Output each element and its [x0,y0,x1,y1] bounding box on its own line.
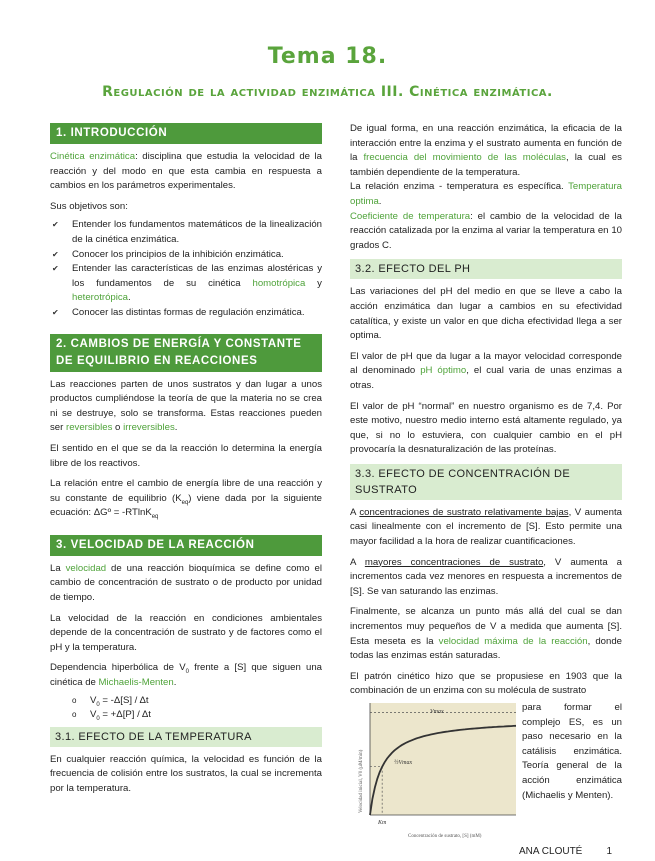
text-run: , V aumenta casi linealmente con el incremento de [S]. Esto permite una mayor facilidad a la hora de realizar cuantificaciones. [350,506,622,548]
text-run: El patrón cinético hizo que se propusiese en 1903 que la combinación de un enzima con su molécula de sustrato [350,670,622,697]
paragraph [350,210,622,254]
text-run: , el cual varia de unas enzimas a otras. [350,365,623,391]
text-run: para formar el complejo ES, es un paso necesario en la catálisis enzimática. Teoría general de la acción enzimática (Michaelis y Menten). [522,702,622,801]
paragraph [50,753,322,797]
highlighted-term: Michaelis-Menten [98,677,174,689]
page-number: 1 [606,846,612,857]
highlighted-term: Temperatura optima [350,181,622,207]
text-run: V [90,709,97,721]
section-header-velocidad: 3. VELOCIDAD DE LA REACCIÓN [50,535,322,556]
paragraph [350,122,622,180]
text-run: El valor de pH “normal” en nuestro organismo es de 7,4. Por este motivo, nuestro medio interno está altamente regulado, ya que, si no lo estuviera, con cualquier cambio en el pH provocaría la desnaturalización de las proteínas. [350,400,622,456]
list-item [50,218,322,247]
paragraph [50,150,322,194]
vmax-label: Vmax [430,709,444,715]
text-run: Las variaciones del pH del medio en que se lleve a cabo la acción enzimática dan lugar a cambios en su efectividad catalítica, y existe un valor en que dicha efectividad llega a ser optima. [350,286,622,342]
text-run: , donde todas las enzimas están saturadas. [350,635,623,662]
subscript: 0 [185,669,189,676]
text-run: Finalmente, se alcanza un punto más allá del cual se dan incrementos muy pequeños de V a medida que aumenta [S]. Esta meseta es la [350,606,622,647]
paragraph [50,562,322,606]
paragraph [50,612,322,656]
subscript: 0 [96,701,100,708]
text-run: El valor de pH que da lugar a la mayor velocidad corresponde al denominado [350,350,622,377]
text-run: A [350,556,365,568]
highlighted-term: irreversibles [123,422,175,434]
graph-background [370,703,516,815]
formula-list [50,694,322,723]
text-run: De igual forma, en una reacción enzimática, la eficacia de la interacción entre la enzima y el sustrato aumenta en función de la [350,123,622,164]
text-run: La [50,562,66,574]
text-run: El sentido en el que se da la reacción lo determina la energía libre de los reactivos. [50,442,322,469]
half-vmax-label: ½Vmax [394,760,413,766]
subsection-header-sustrato: 3.3. EFECTO DE CONCENTRACIÓN DE SUSTRATO [350,464,622,500]
paragraph [50,200,322,215]
text-run: o [112,422,124,434]
formula [50,694,322,709]
text-run: Conocer las distintas formas de regulación enzimática. [72,306,305,318]
text-run: . [173,677,177,689]
paragraph [522,701,622,803]
right-column [350,122,622,861]
michaelis-menten-figure-block [350,701,622,843]
text-run: . [174,422,178,434]
paragraph [350,350,622,394]
footer-author: ANA CLOUTÉ [519,846,583,857]
text-run: . [378,195,382,207]
paragraph [50,442,322,471]
subsection-header-ph: 3.2. EFECTO DEL PH [350,259,622,279]
text-run: La relación entre el cambio de energía libre de una reacción y su constante de equilibrio (K [50,478,322,504]
highlighted-term: Cinética enzimática [50,151,136,162]
left-column [50,123,322,803]
paragraph [350,180,622,209]
text-run: V [90,694,97,706]
document-title: Tema 18. [267,44,388,69]
text-run: , la cual es también dependiente de la temperatura. [350,152,622,178]
text-run: En cualquier reacción química, la velocidad es función de la frecuencia de colisión entre los sustratos, la cual se incrementa por la temperatura. [50,753,322,794]
highlighted-term: velocidad máxima de la reacción [438,635,588,647]
highlighted-term: heterotrópica [72,292,128,304]
y-axis-label: Velocidad inicial, V0 (µM/min) [359,749,364,813]
text-run: = -Δ[S] / Δt [99,694,149,706]
list-item [50,262,322,306]
text-run: Conocer los principios de la inhibición enzimática. [72,248,284,260]
text-run: La velocidad de la reacción en condiciones ambientales depende de la concentración de sustrato y de factores como el pH y la temperatura. [50,612,322,653]
formula [50,708,322,723]
list-item [50,248,322,263]
text-run: Dependencia hiperbólica de V [50,662,186,674]
section-header-cambios-energia: 2. CAMBIOS DE ENERGÍA Y CONSTANTE DE EQUILIBRIO EN REACCIONES [50,334,322,372]
paragraph [350,400,622,458]
text-run: = +Δ[P] / Δt [99,709,151,721]
subscript: eq [181,499,189,506]
paragraph [50,378,322,436]
text-run: , V aumenta a incrementos cada vez menores en respuesta a incrementos de [S]. Se van saturando las enzimas. [350,556,622,597]
text-run: ) viene dada por la siguiente ecuación: ΔGº = -RTlnK [50,492,323,519]
text-run: y [305,277,322,289]
subsection-header-temperatura: 3.1. EFECTO DE LA TEMPERATURA [50,727,322,747]
highlighted-term: homotrópica [252,277,306,289]
highlighted-term: reversibles [66,422,113,434]
paragraph [350,556,622,600]
text-run: La relación enzima - temperatura es específica. [350,181,569,193]
paragraph [350,605,622,663]
michaelis-menten-graph [350,701,518,843]
x-axis-label: Concentración de sustrato, [S] (mM) [408,834,482,839]
text-run: Sus objetivos son: [50,200,128,212]
section-header-introduccion: 1. INTRODUCCIÓN [50,123,322,144]
text-run: Entender las características de las enzimas alostéricas y los fundamentos de su cinética [72,263,322,289]
list-item [50,306,322,321]
text-run: . [128,292,131,304]
text-run: Las reacciones parten de unos sustratos y dan lugar a unos productos cumpliéndose la teoría de que la materia no se crea ni se destruye, solo se transforma. Estas reacciones pueden ser [50,378,322,434]
highlighted-term: frecuencia del movimiento de las moléculas [363,152,566,164]
underlined-text: concentraciones de sustrato relativamente bajas [359,506,569,518]
text-run: Entender los fundamentos matemáticos de la linealización de la cinética enzimática. [72,219,322,245]
text-run: : el cambio de la velocidad de la reacción catalizada por la enzima al variar la temperatura en 10 grados C. [350,210,623,251]
paragraph [350,506,622,550]
highlighted-term: Coeficiente de temperatura [350,210,471,222]
highlighted-term: velocidad [65,562,107,574]
text-run: A [350,506,360,518]
subscript: 0 [96,716,100,723]
text-run: : disciplina que estudia la velocidad de la reacción y del modo en que esta cambia en respuesta a cambios en los parámetros experimentales. [50,151,323,192]
paragraph [50,661,322,690]
objectives-list [50,218,322,320]
underlined-text: mayores concentraciones de sustrato [364,556,544,568]
paragraph [350,285,622,343]
text-run: frente a [S] que siguen una cinética de [50,662,323,689]
document-subtitle: Regulación de la actividad enzimática III. Cinética enzimática. [102,84,553,100]
text-run: de una reacción bioquímica se define como el cambio de concentración de sustrato o de producto por unidad de tiempo. [50,562,322,604]
page-footer [350,845,622,861]
highlighted-term: pH óptimo [420,365,467,377]
paragraph [350,670,622,699]
km-label: Km [378,820,387,826]
paragraph [50,477,322,521]
subscript: eq [151,514,159,521]
